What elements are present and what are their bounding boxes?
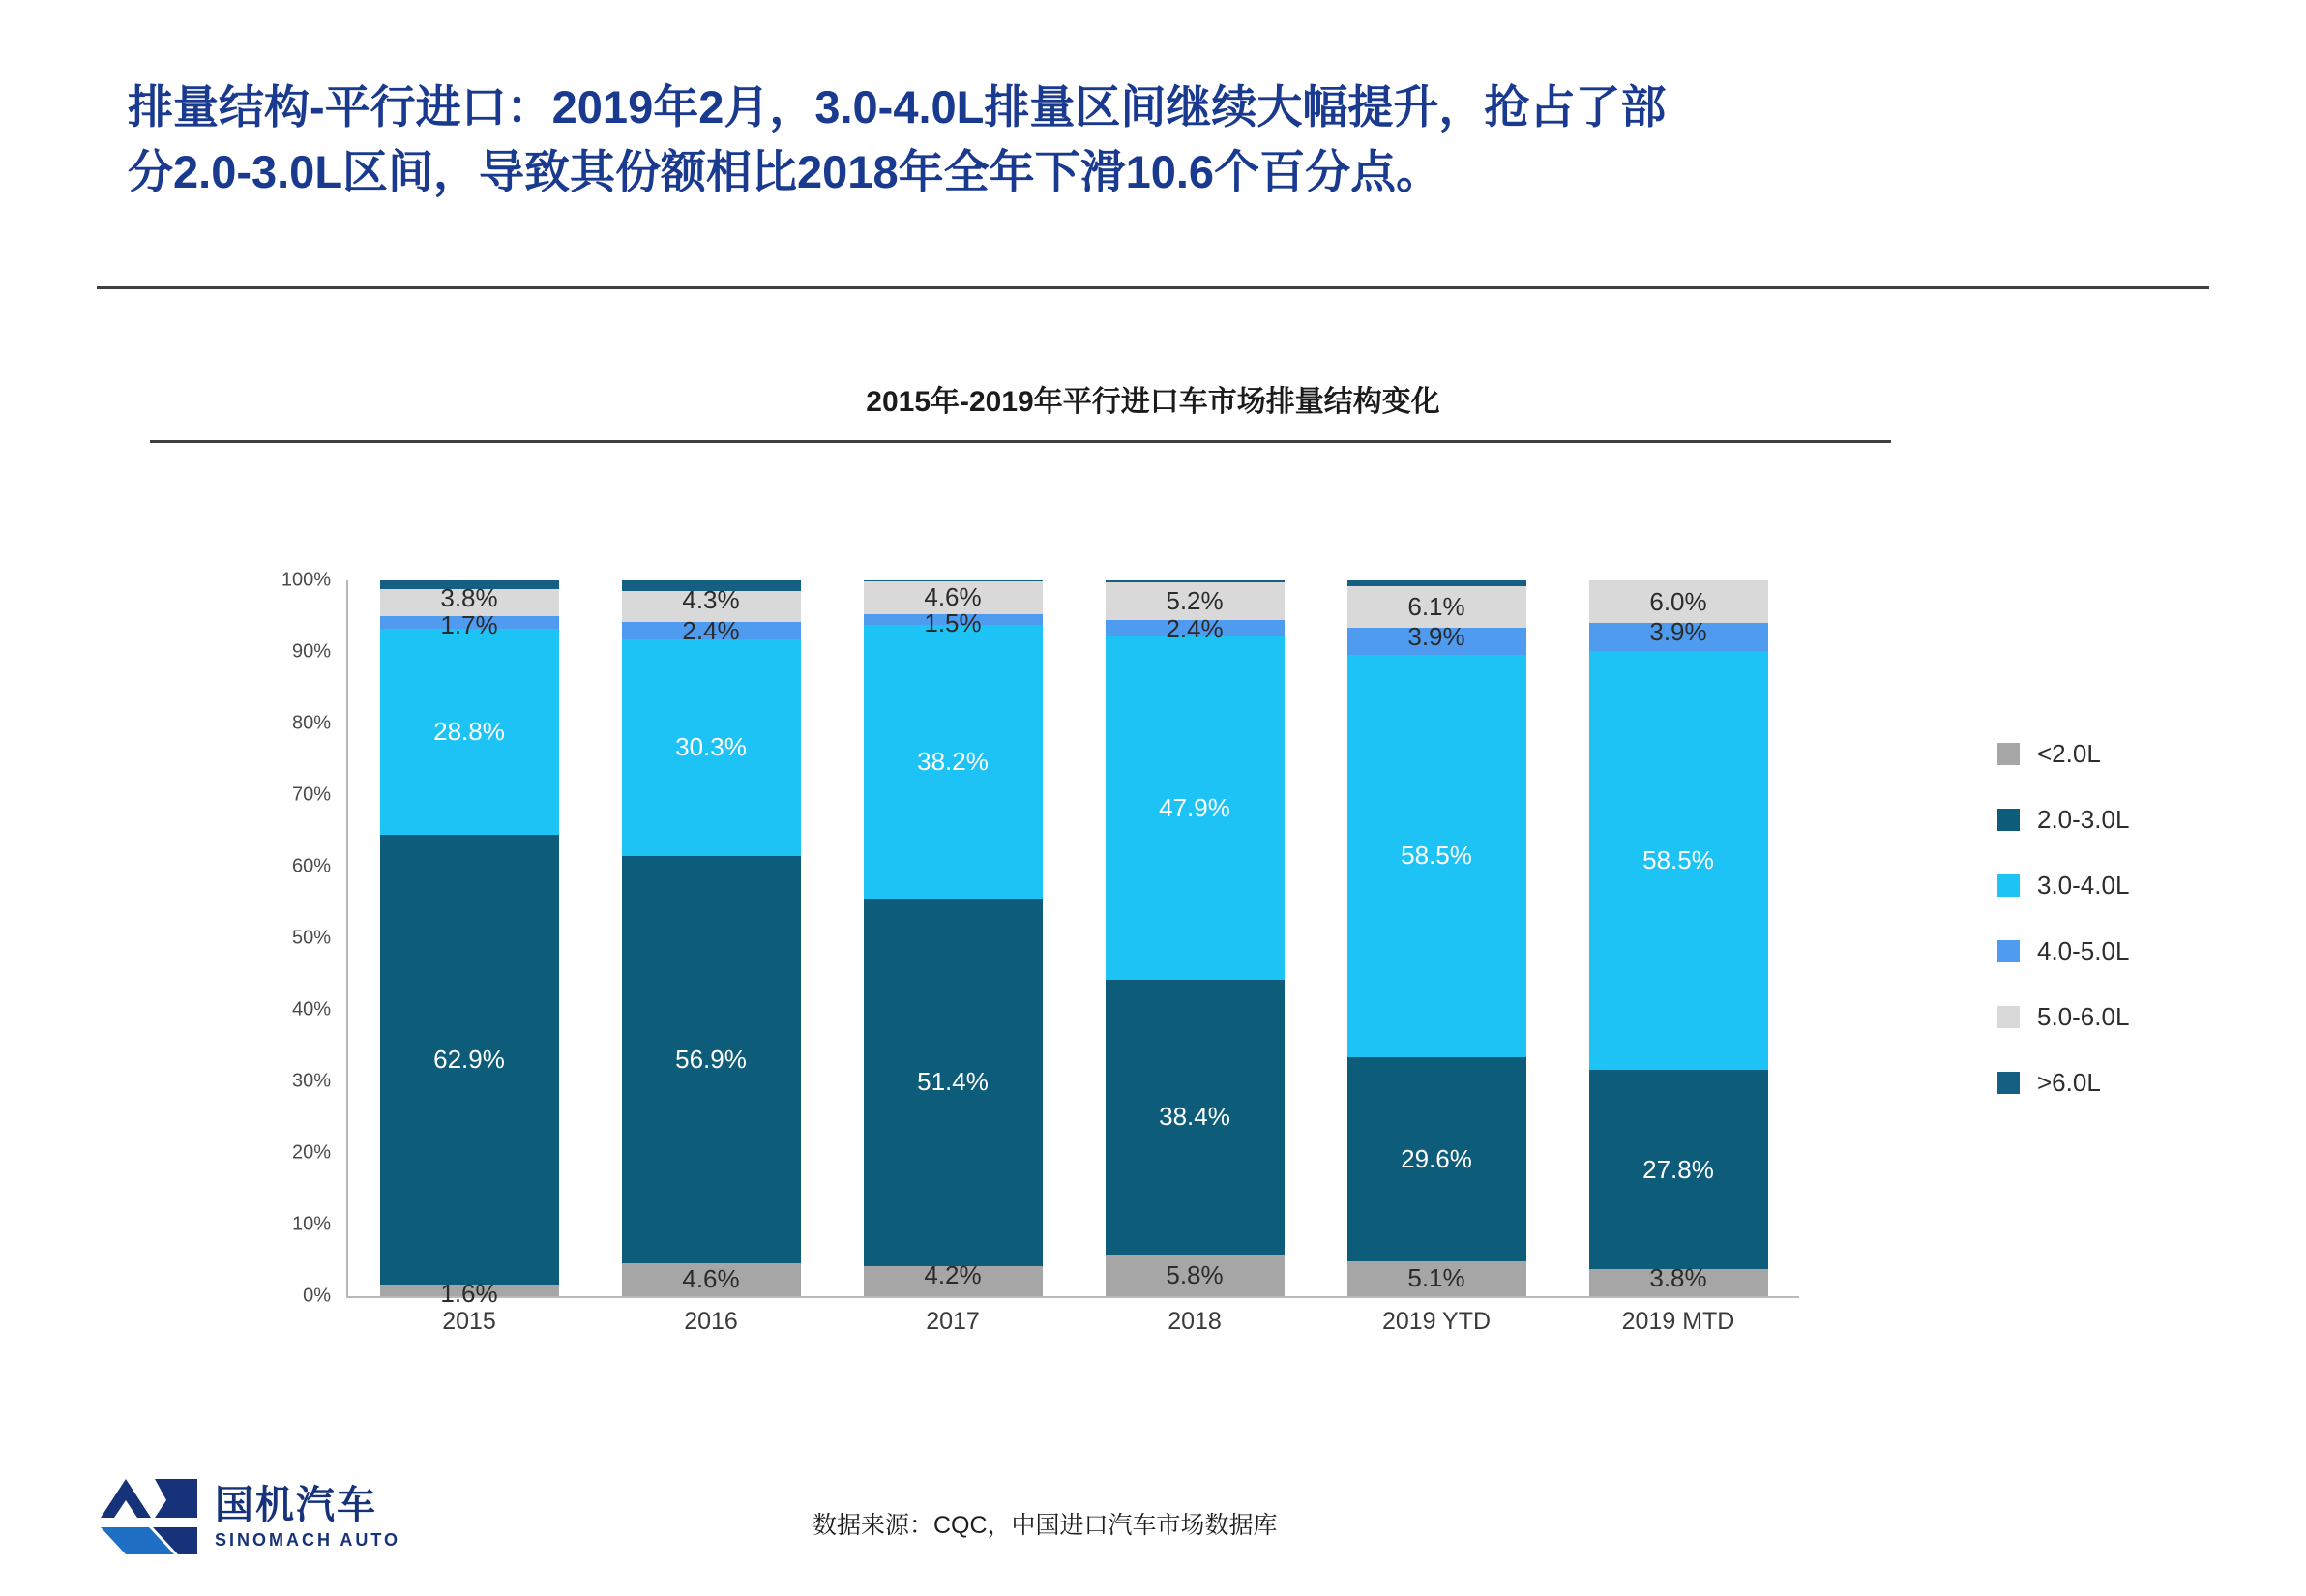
bar-segment-label: 38.2% [917, 746, 989, 776]
legend-swatch-icon [1997, 743, 2020, 765]
y-axis-tick: 0% [303, 1285, 331, 1307]
bar-segment-label: 62.9% [433, 1044, 505, 1074]
x-axis-tick-label: 2015 [442, 1308, 496, 1335]
bar-segment[interactable] [1347, 622, 1526, 655]
chart-plot-area [145, 569, 2176, 1354]
bar-segment-label: 29.6% [1401, 1143, 1472, 1173]
bar-segment[interactable] [864, 607, 1043, 637]
bar-segment[interactable] [622, 856, 801, 1263]
bar-segment[interactable] [1589, 1262, 1768, 1296]
bar-segment-label: 4.6% [924, 582, 982, 612]
x-axis-tick-label: 2019 MTD [1621, 1308, 1735, 1335]
bar-segment-label: 30.3% [675, 732, 747, 762]
legend-item[interactable] [1997, 786, 2249, 852]
sinomach-logo-icon [97, 1475, 201, 1558]
y-axis-tick: 90% [291, 640, 331, 663]
y-axis-tick: 70% [291, 783, 331, 806]
bar-segment-label: 2.4% [1166, 613, 1224, 643]
logo-text [215, 1484, 400, 1551]
legend-label: 4.0-5.0L [2037, 935, 2130, 965]
legend-item[interactable] [1997, 984, 2249, 1049]
bar-segment-label: 3.9% [1649, 617, 1707, 647]
bar-segment[interactable] [1589, 651, 1768, 1070]
bar-segment-label: 58.5% [1401, 841, 1472, 871]
chart-legend [1997, 721, 2249, 1115]
y-axis-tick: 50% [291, 927, 331, 949]
x-axis-labels [348, 1308, 1799, 1336]
bar-segment-label: 5.8% [1166, 1260, 1224, 1289]
legend-swatch-icon [1997, 1072, 2020, 1094]
bar-segment[interactable] [1106, 980, 1285, 1255]
bar-segment-label: 38.4% [1159, 1102, 1230, 1132]
legend-label: <2.0L [2037, 738, 2101, 768]
legend-label: 2.0-3.0L [2037, 804, 2130, 834]
bar-segment-label: 27.8% [1642, 1154, 1714, 1184]
title-line-1: 排量结构-平行进口：2019年2月，3.0-4.0L排量区间继续大幅提升，抢占了部 [128, 81, 1667, 133]
bar-segment[interactable] [380, 609, 559, 639]
title-divider [97, 286, 2209, 289]
bar-segment-label: 6.1% [1407, 591, 1465, 621]
bar-segment[interactable] [380, 835, 559, 1285]
chart-title: 2015年-2019年平行进口车市场排量结构变化 [866, 386, 1440, 418]
bar-segment-label: 47.9% [1159, 793, 1230, 823]
legend-item[interactable] [1997, 852, 2249, 918]
bar-segment-label: 5.1% [1407, 1263, 1465, 1293]
logo [97, 1475, 400, 1558]
logo-name-en: SINOMACH AUTO [215, 1529, 400, 1550]
bar-segment-label: 51.4% [917, 1067, 989, 1097]
bar-segment-label: 56.9% [675, 1044, 747, 1074]
bar-segment[interactable] [1347, 655, 1526, 1057]
bar-segment-label: 3.8% [1649, 1262, 1707, 1292]
bar-segment[interactable] [1589, 1070, 1768, 1269]
legend-swatch-icon [1997, 874, 2020, 897]
bar-segment[interactable] [864, 625, 1043, 899]
bar-segment[interactable] [1106, 636, 1285, 979]
y-axis-tick: 20% [291, 1141, 331, 1164]
bar-segment-label: 3.8% [440, 582, 498, 612]
y-axis-tick: 30% [291, 1070, 331, 1092]
bar-segment[interactable] [622, 639, 801, 856]
bar-segment-label: 1.5% [924, 607, 982, 637]
bar-segment[interactable] [864, 1259, 1043, 1296]
legend-label: 5.0-6.0L [2037, 1001, 2130, 1031]
bar-segment-label: 6.0% [1649, 586, 1707, 616]
bar-column[interactable] [380, 580, 559, 1309]
bar-segment-label: 4.3% [682, 585, 740, 615]
bar-column[interactable] [622, 580, 801, 1296]
y-axis-tick: 10% [291, 1213, 331, 1235]
x-axis-tick-label: 2019 YTD [1381, 1308, 1492, 1335]
bar-segment[interactable] [1347, 1261, 1526, 1296]
bar-segment[interactable] [864, 899, 1043, 1266]
bar-segment[interactable] [380, 629, 559, 835]
bar-column[interactable] [864, 580, 1043, 1296]
page-title [128, 75, 2159, 204]
title-line-2: 分2.0-3.0L区间，导致其份额相比2018年全年下滑10.6个百分点。 [128, 145, 1442, 197]
bar-segment[interactable] [622, 615, 801, 645]
bar-segment[interactable] [1106, 613, 1285, 643]
y-axis-tick: 80% [291, 712, 331, 734]
bar-segment-label: 3.9% [1407, 622, 1465, 652]
bar-segment-label: 1.7% [440, 609, 498, 639]
bar-segment-label: 4.6% [682, 1264, 740, 1294]
legend-item[interactable] [1997, 1049, 2249, 1115]
legend-swatch-icon [1997, 940, 2020, 962]
bar-segment[interactable] [380, 1279, 559, 1309]
y-axis [271, 569, 339, 1307]
y-axis-tick: 60% [291, 855, 331, 877]
legend-swatch-icon [1997, 1006, 2020, 1028]
y-axis-tick: 100% [281, 569, 331, 591]
bar-segment-label: 1.6% [440, 1279, 498, 1309]
bar-segment-label: 4.2% [924, 1259, 982, 1289]
bar-segment-label: 2.4% [682, 615, 740, 645]
bar-column[interactable] [1589, 580, 1768, 1296]
source-note: 数据来源：CQC，中国进口汽车市场数据库 [813, 1512, 1278, 1539]
bar-column[interactable] [1347, 580, 1526, 1296]
legend-item[interactable] [1997, 721, 2249, 786]
y-axis-tick: 40% [291, 998, 331, 1020]
bar-column[interactable] [1106, 580, 1285, 1296]
legend-label: >6.0L [2037, 1067, 2101, 1097]
bar-segment[interactable] [1589, 617, 1768, 651]
x-axis-tick-label: 2017 [926, 1308, 980, 1335]
x-axis-tick-label: 2016 [684, 1308, 738, 1335]
bar-segment[interactable] [1106, 1255, 1285, 1296]
legend-swatch-icon [1997, 809, 2020, 831]
chart-title-divider [150, 440, 1891, 443]
x-axis-line [346, 1296, 1799, 1298]
legend-item[interactable] [1997, 918, 2249, 984]
logo-name-cn: 国机汽车 [215, 1483, 377, 1526]
bar-segment[interactable] [1347, 1057, 1526, 1261]
x-axis-tick-label: 2018 [1168, 1308, 1222, 1335]
bar-segment-label: 28.8% [433, 716, 505, 746]
bar-segment-label: 5.2% [1166, 585, 1224, 615]
legend-label: 3.0-4.0L [2037, 870, 2130, 900]
bar-group [348, 580, 1799, 1309]
bar-segment[interactable] [622, 1263, 801, 1296]
bar-segment-label: 58.5% [1642, 845, 1714, 875]
